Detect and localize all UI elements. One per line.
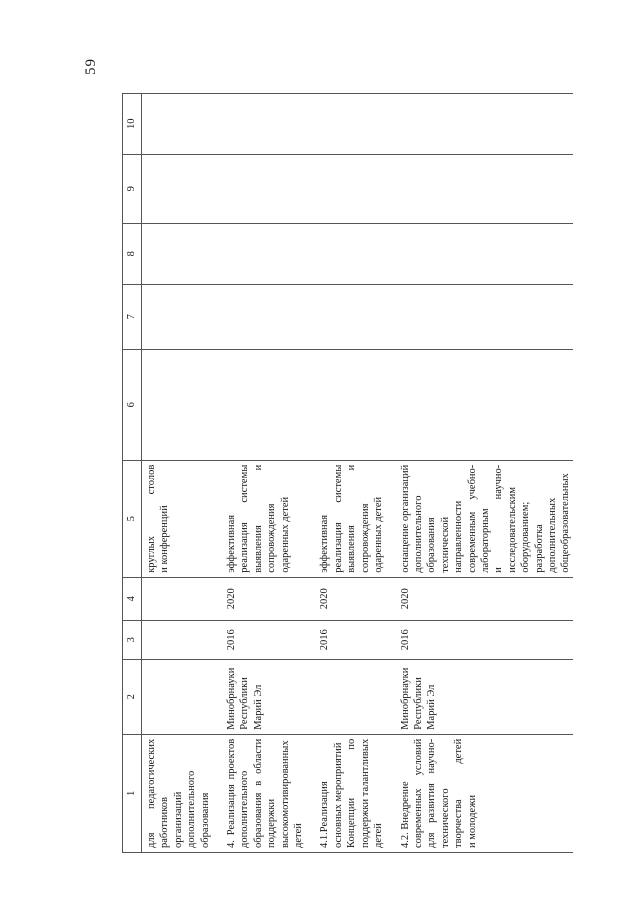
text-line: Марий Эл — [426, 684, 438, 730]
text-line: технического — [439, 788, 451, 848]
empty-cell — [396, 349, 573, 460]
text-line: поддержки — [266, 798, 278, 848]
column-header-6: 6 — [123, 349, 142, 460]
text-line: образования — [426, 517, 438, 573]
expected-result-cell — [222, 460, 315, 577]
text-line: реализация системы — [332, 464, 344, 573]
start-year-cell — [142, 620, 223, 659]
empty-cell — [396, 284, 573, 349]
text-line: реализация системы — [239, 464, 251, 573]
column-header-2: 2 — [123, 659, 142, 734]
text-line: дополнительного — [239, 770, 251, 848]
text-line: современным учебно- — [466, 464, 478, 573]
measure-cell — [396, 734, 573, 852]
text-line: и конференций — [159, 505, 171, 573]
empty-cell — [315, 284, 395, 349]
text-line: дополнительного — [412, 495, 424, 573]
start-year-cell: 2016 — [315, 620, 395, 659]
text-line: эффективная — [226, 514, 238, 573]
text-line: работников — [159, 797, 171, 848]
text-line: Концепции по — [346, 738, 358, 848]
table-row — [142, 93, 223, 852]
executor-cell — [396, 659, 573, 734]
start-year-cell: 2016 — [396, 620, 573, 659]
empty-cell — [222, 223, 315, 284]
end-year-cell — [142, 577, 223, 620]
start-year-cell: 2016 — [222, 620, 315, 659]
page-number: 59 — [83, 58, 99, 75]
text-line: образования — [199, 792, 211, 848]
column-header-3: 3 — [123, 620, 142, 659]
text-line: образования в области — [252, 738, 264, 848]
column-header-5: 5 — [123, 460, 142, 577]
text-line: сопровождения — [266, 503, 278, 573]
text-line: современных условий — [412, 738, 424, 848]
text-line: одаренных детей — [373, 496, 385, 573]
text-line: детей — [373, 823, 385, 848]
empty-cell — [142, 93, 223, 154]
text-line: дополнительного — [186, 770, 198, 848]
executor-cell — [315, 659, 395, 734]
end-year-cell: 2020 — [396, 577, 573, 620]
text-line: выявления и — [346, 464, 358, 573]
expected-result-cell — [142, 460, 223, 577]
measures-table — [122, 93, 573, 853]
executor-cell — [222, 659, 315, 734]
text-line: для развития научно- — [426, 738, 438, 848]
empty-cell — [315, 223, 395, 284]
end-year-cell: 2020 — [222, 577, 315, 620]
empty-cell — [222, 349, 315, 460]
empty-cell — [396, 154, 573, 223]
column-header-4: 4 — [123, 577, 142, 620]
empty-cell — [222, 154, 315, 223]
column-header-7: 7 — [123, 284, 142, 349]
empty-cell — [142, 223, 223, 284]
table-row — [315, 93, 395, 852]
column-header-1: 1 — [123, 734, 142, 852]
empty-cell — [142, 349, 223, 460]
empty-cell — [396, 93, 573, 154]
text-line: Республики — [412, 677, 424, 730]
text-line: Минобрнауки — [226, 667, 238, 730]
text-line: выявления и — [252, 464, 264, 573]
table-row — [222, 93, 315, 852]
end-year-cell: 2020 — [315, 577, 395, 620]
measure-cell — [315, 734, 395, 852]
text-line: одаренных детей — [279, 496, 291, 573]
text-line: дополнительных — [546, 497, 558, 573]
column-header-10: 10 — [123, 93, 142, 154]
empty-cell — [222, 284, 315, 349]
text-line: организаций — [172, 791, 184, 848]
empty-cell — [315, 349, 395, 460]
expected-result-cell — [315, 460, 395, 577]
text-line: и молодежи — [466, 794, 478, 848]
empty-cell — [142, 284, 223, 349]
text-line: творчества детей — [453, 738, 465, 848]
text-line: основных мероприятий — [332, 742, 344, 848]
empty-cell — [142, 154, 223, 223]
text-line: разработка — [533, 524, 545, 573]
text-line: Марий Эл — [252, 684, 264, 730]
text-line: оснащение организаций — [399, 464, 411, 573]
text-line: Республики — [239, 677, 251, 730]
expected-result-cell — [396, 460, 573, 577]
measure-cell — [222, 734, 315, 852]
column-header-8: 8 — [123, 223, 142, 284]
text-line: 4.2. Внедрение — [399, 781, 411, 848]
executor-cell — [142, 659, 223, 734]
text-line: круглых столов — [146, 464, 157, 573]
empty-cell — [222, 93, 315, 154]
text-line: сопровождения — [359, 503, 371, 573]
column-number-header-row — [123, 93, 142, 852]
empty-cell — [315, 93, 395, 154]
empty-cell — [396, 223, 573, 284]
text-line: для педагогических — [146, 738, 157, 848]
text-line: и научно- — [493, 464, 505, 573]
column-header-9: 9 — [123, 154, 142, 223]
text-line: лабораторным — [479, 508, 491, 573]
text-line: 4. Реализация проектов — [226, 738, 238, 848]
text-line: общеобразовательных — [560, 473, 572, 573]
measure-cell — [142, 734, 223, 852]
text-line: Минобрнауки — [399, 667, 411, 730]
text-line: 4.1.Реализация — [319, 781, 331, 848]
text-line: поддержки талантливых — [359, 738, 371, 848]
text-line: детей — [293, 823, 305, 848]
empty-cell — [315, 154, 395, 223]
text-line: направленности — [453, 500, 465, 573]
text-line: оборудованием; — [520, 501, 532, 573]
text-line: технической — [439, 516, 451, 573]
text-line: высокомотивированных — [279, 740, 291, 848]
text-line: исследовательским — [506, 486, 518, 573]
text-line: эффективная — [319, 514, 331, 573]
table-row — [396, 93, 573, 852]
